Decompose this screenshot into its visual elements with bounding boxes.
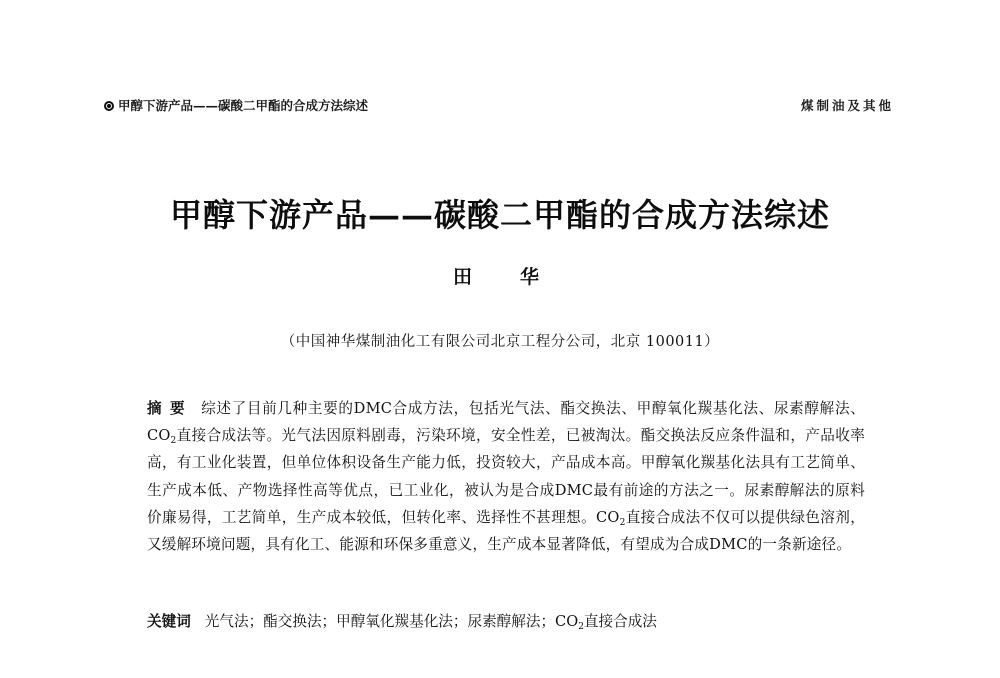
abstract — [147, 395, 865, 558]
keywords-text-part1: 光气法；酯交换法；甲醇氧化羰基化法；尿素醇解法；CO — [204, 613, 579, 630]
keywords-label: 关键词 — [147, 613, 191, 630]
running-header — [104, 96, 894, 114]
running-header-title: 甲醇下游产品——碳酸二甲酯的合成方法综述 — [118, 98, 369, 113]
author-name: 田华 — [452, 266, 587, 288]
abstract-subscript-1: 2 — [170, 436, 177, 447]
abstract-subscript-2: 2 — [619, 517, 626, 528]
paper-title: 甲醇下游产品——碳酸二甲酯的合成方法综述 — [169, 196, 830, 234]
running-header-left — [104, 96, 368, 114]
keywords-subscript: 2 — [578, 622, 584, 632]
abstract-label: 摘要 — [147, 400, 194, 417]
keywords — [147, 610, 865, 634]
keywords-text-part2: 直接合成法 — [583, 613, 657, 630]
author-affiliation: （中国神华煤制油化工有限公司北京工程分公司，北京 100011） — [280, 334, 720, 350]
circle-bullet-icon — [104, 101, 114, 111]
running-header-section: 煤制油及其他 — [800, 98, 894, 113]
abstract-text-part3: 直接合成法不仅可以提供绿色溶剂，又缓解环境问题，具有化工、能源和环保多重意义，生产成本显著降低，有望成为合成DMC的一条新途径。 — [147, 508, 865, 554]
abstract-text-part1: 综述了目前几种主要的DMC合成方法，包括光气法、酯交换法、甲醇氧化羰基化法、尿素醇解法、CO — [147, 400, 865, 445]
abstract-text-part2: 直接合成法等。光气法因原料剧毒，污染环境，安全性差，已被淘汰。酯交换法反应条件温和，产品收率高，有工业化装置，但单位体积设备生产能力低，投资较大，产品成本高。甲醇氧化羰基化法具有工艺简单、生产成本低、产物选择性高等优点，已工业化，被认为是合成DMC最有前途的方法之一。尿素醇解法的原料价廉易得，工艺简单，生产成本较低，但转化率、选择性不甚理想。CO — [147, 427, 865, 526]
